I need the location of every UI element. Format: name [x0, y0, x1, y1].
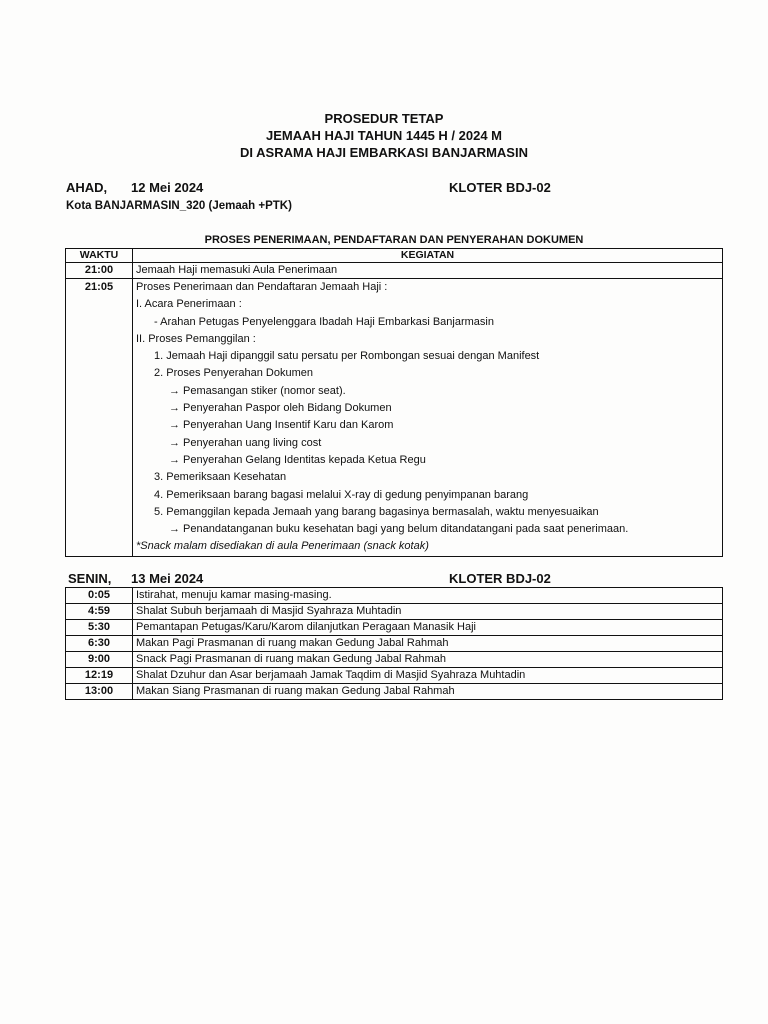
day1-day: AHAD,	[66, 180, 108, 195]
detail-line: → Penyerahan uang living cost	[169, 436, 322, 449]
detail-line: → Penyerahan Gelang Identitas kepada Ketua Regu	[169, 453, 426, 466]
section-title: PROSES PENERIMAAN, PENDAFTARAN DAN PENYERAHAN DOKUMEN	[204, 234, 584, 246]
table-row	[66, 652, 723, 668]
detail-line: 5. Pemanggilan kepada Jemaah yang barang bagasinya bermasalah, waktu menyesuaikan	[154, 505, 599, 518]
table-row	[66, 279, 723, 557]
detail-line: → Penyerahan Uang Insentif Karu dan Karom	[169, 419, 394, 432]
table-header	[66, 249, 723, 263]
row-activity: Makan Pagi Prasmanan di ruang makan Gedung Jabal Rahmah	[133, 636, 723, 652]
col-time-header: WAKTU	[66, 249, 133, 263]
detail-line: 2. Proses Penyerahan Dokumen	[154, 367, 313, 380]
day1-kloter: KLOTER BDJ-02	[449, 180, 551, 195]
table-row	[66, 263, 723, 279]
day2-day: SENIN,	[68, 571, 112, 586]
table-row	[66, 620, 723, 636]
detail-line: → Penyerahan Paspor oleh Bidang Dokumen	[169, 402, 392, 415]
detail-line: II. Proses Pemanggilan :	[136, 332, 256, 345]
detail-line: 4. Pemeriksaan barang bagasi melalui X-ray di gedung penyimpanan barang	[154, 488, 529, 501]
snack-note: *Snack malam disediakan di aula Penerimaan (snack kotak)	[136, 540, 429, 553]
row-time: 21:00	[66, 263, 133, 279]
row-activity: Makan Siang Prasmanan di ruang makan Gedung Jabal Rahmah	[133, 684, 723, 700]
day2-date: 13 Mei 2024	[131, 571, 204, 586]
detail-line: Proses Penerimaan dan Pendaftaran Jemaah Haji :	[136, 281, 388, 293]
row-time: 4:59	[66, 604, 133, 620]
title-line-2: JEMAAH HAJI TAHUN 1445 H / 2024 M	[266, 128, 502, 143]
table-row	[66, 588, 723, 604]
day2-kloter: KLOTER BDJ-02	[449, 571, 551, 586]
col-activity-header: KEGIATAN	[133, 249, 723, 263]
detail-line: 1. Jemaah Haji dipanggil satu persatu per Rombongan sesuai dengan Manifest	[154, 350, 540, 363]
row-time: 9:00	[66, 652, 133, 668]
row-time: 21:05	[66, 279, 133, 557]
day1-date: 12 Mei 2024	[131, 180, 204, 195]
detail-line: → Penandatanganan buku kesehatan bagi yang belum ditandatangani pada saat penerimaan.	[169, 523, 629, 536]
row-activity: Istirahat, menuju kamar masing-masing.	[133, 588, 723, 604]
row-activity-detail	[133, 279, 723, 557]
title-line-3: DI ASRAMA HAJI EMBARKASI BANJARMASIN	[240, 145, 528, 160]
detail-line: 3. Pemeriksaan Kesehatan	[154, 471, 287, 484]
detail-line: - Arahan Petugas Penyelenggara Ibadah Haji Embarkasi Banjarmasin	[154, 315, 494, 328]
table-row	[66, 668, 723, 684]
detail-line: I. Acara Penerimaan :	[136, 298, 242, 311]
row-activity: Shalat Dzuhur dan Asar berjamaah Jamak Taqdim di Masjid Syahraza Muhtadin	[133, 668, 723, 684]
table-row	[66, 636, 723, 652]
table-row	[66, 604, 723, 620]
row-time: 6:30	[66, 636, 133, 652]
row-activity: Snack Pagi Prasmanan di ruang makan Gedung Jabal Rahmah	[133, 652, 723, 668]
table-row	[66, 684, 723, 700]
detail-line: → Pemasangan stiker (nomor seat).	[169, 384, 346, 397]
row-time: 5:30	[66, 620, 133, 636]
row-activity: Pemantapan Petugas/Karu/Karom dilanjutkan Peragaan Manasik Haji	[133, 620, 723, 636]
day1-city: Kota BANJARMASIN_320 (Jemaah +PTK)	[66, 200, 292, 212]
day1-table	[65, 248, 723, 557]
row-activity: Jemaah Haji memasuki Aula Penerimaan	[133, 263, 723, 279]
document-title	[0, 110, 768, 161]
day2-table	[65, 587, 723, 700]
title-line-1: PROSEDUR TETAP	[324, 111, 444, 126]
row-time: 12:19	[66, 668, 133, 684]
row-activity: Shalat Subuh berjamaah di Masjid Syahraza Muhtadin	[133, 604, 723, 620]
row-time: 13:00	[66, 684, 133, 700]
row-time: 0:05	[66, 588, 133, 604]
